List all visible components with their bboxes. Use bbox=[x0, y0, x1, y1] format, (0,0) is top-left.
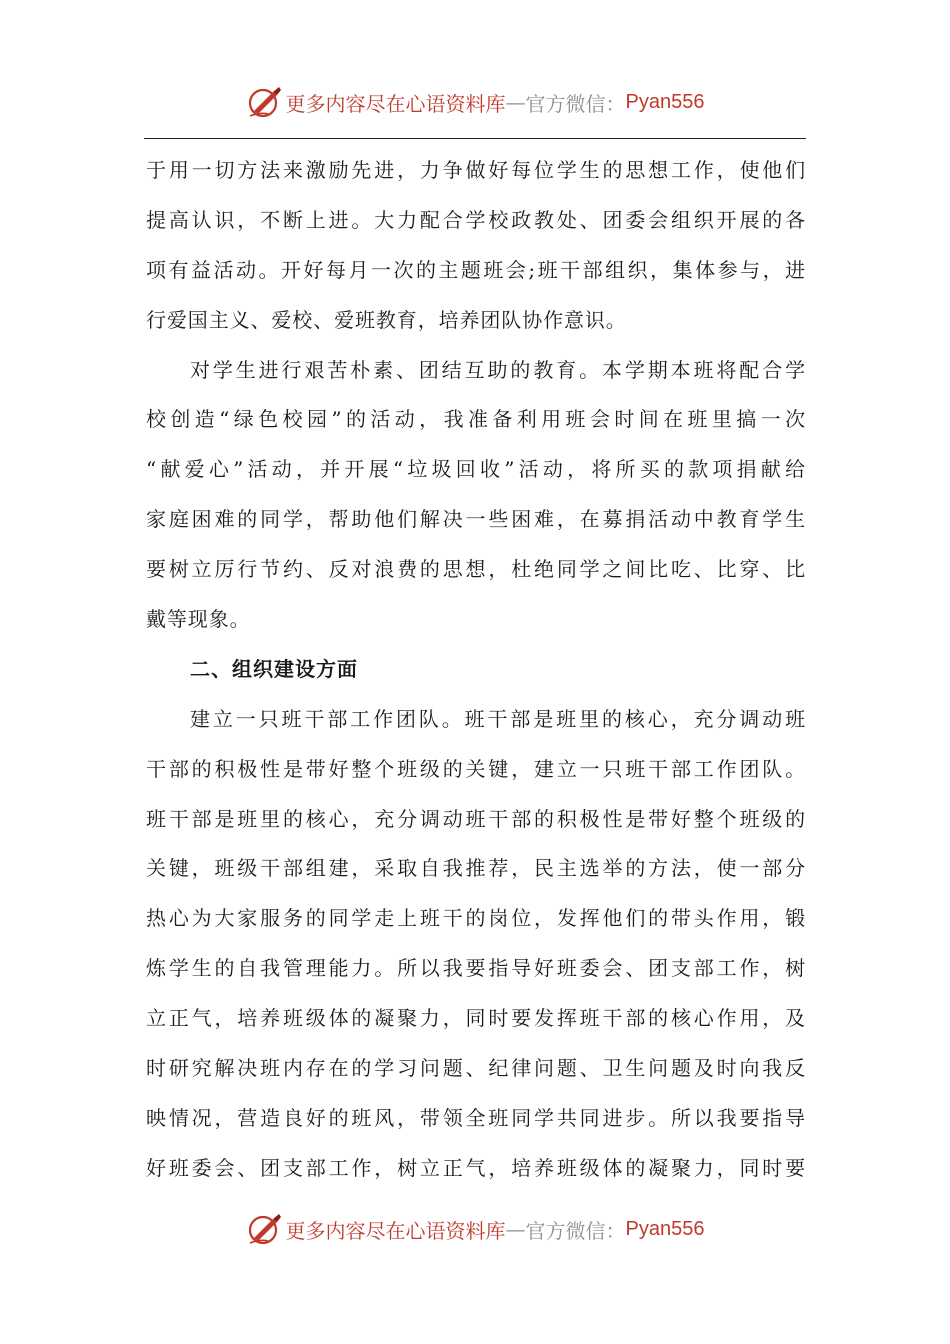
banner-text bbox=[286, 88, 705, 117]
banner-dash: — bbox=[505, 90, 526, 114]
text-line: 行爱国主义、爱校、爱班教育，培养团队协作意识。 bbox=[146, 307, 627, 332]
text-line: 好班委会、团支部工作，树立正气，培养班级体的凝聚力，同时要 bbox=[146, 1155, 806, 1180]
text-line: “献爱心”活动，并开展“垃圾回收”活动，将所买的款项捐献给 bbox=[146, 457, 806, 482]
text-line: 干部的积极性是带好整个班级的关键，建立一只班干部工作团队。 bbox=[146, 756, 806, 781]
text-line: 映情况，营造良好的班风，带领全班同学共同进步。所以我要指导 bbox=[146, 1105, 806, 1130]
banner-site-name: 更多内容尽在心语资料库 bbox=[285, 1218, 506, 1243]
text-line: 校创造“绿色校园”的活动，我准备利用班会时间在班里搞一次 bbox=[146, 407, 806, 432]
text-line: 热心为大家服务的同学走上班干的岗位，发挥他们的带头作用，锻 bbox=[146, 906, 806, 931]
text-line: 时研究解决班内存在的学习问题、纪律问题、卫生问题及时向我反 bbox=[146, 1056, 806, 1081]
text-line: 炼学生的自我管理能力。所以我要指导好班委会、团支部工作，树 bbox=[146, 956, 806, 981]
banner-text bbox=[286, 1215, 705, 1244]
text-line: 立正气，培养班级体的凝聚力，同时要发挥班干部的核心作用，及 bbox=[146, 1006, 806, 1031]
banner-wechat-label: 官方微信： bbox=[525, 91, 626, 116]
section-heading: 二、组织建设方面 bbox=[190, 656, 358, 681]
pen-logo-icon bbox=[246, 1211, 284, 1247]
banner-wechat-id: Pyan556 bbox=[625, 90, 705, 113]
banner-wechat-label: 官方微信： bbox=[525, 1218, 626, 1243]
text-line: 要树立厉行节约、反对浪费的思想，杜绝同学之间比吃、比穿、比 bbox=[146, 557, 806, 582]
banner-dash: — bbox=[505, 1217, 526, 1241]
paragraph-start-line: 对学生进行艰苦朴素、团结互助的教育。本学期本班将配合学 bbox=[190, 357, 806, 382]
text-line: 于用一切方法来激励先进，力争做好每位学生的思想工作，使他们 bbox=[146, 158, 806, 182]
header-divider bbox=[144, 138, 806, 139]
text-line: 班干部是班里的核心，充分调动班干部的积极性是带好整个班级的 bbox=[146, 806, 806, 831]
text-line: 提高认识，不断上进。大力配合学校政教处、团委会组织开展的各 bbox=[146, 207, 806, 232]
paragraph-start-line: 建立一只班干部工作团队。班干部是班里的核心，充分调动班 bbox=[190, 706, 806, 731]
document-body bbox=[146, 146, 806, 1194]
footer-banner bbox=[0, 1209, 950, 1249]
banner-site-name: 更多内容尽在心语资料库 bbox=[285, 91, 506, 116]
text-line: 戴等现象。 bbox=[146, 607, 251, 632]
header-banner bbox=[0, 82, 950, 122]
pen-logo-icon bbox=[246, 84, 284, 120]
text-line: 关键，班级干部组建，采取自我推荐，民主选举的方法，使一部分 bbox=[146, 856, 806, 881]
text-line: 项有益活动。开好每月一次的主题班会;班干部组织，集体参与，进 bbox=[146, 257, 806, 282]
text-line: 家庭困难的同学，帮助他们解决一些困难，在募捐活动中教育学生 bbox=[146, 507, 806, 532]
banner-wechat-id: Pyan556 bbox=[625, 1217, 705, 1240]
